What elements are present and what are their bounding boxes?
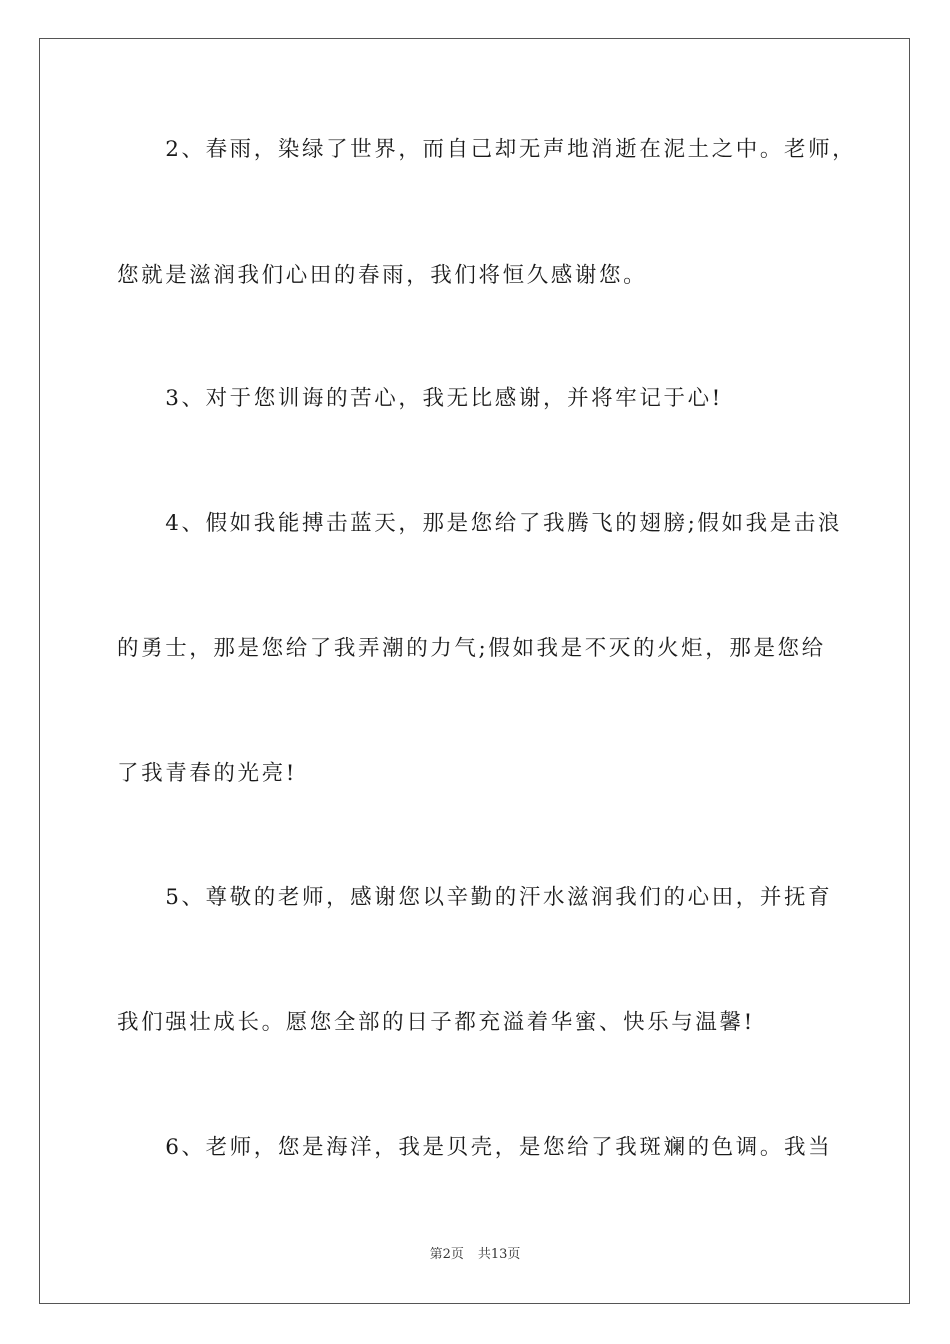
text-line: 我们强壮成长。愿您全部的日子都充溢着华蜜、快乐与温馨! (117, 1010, 755, 1035)
text-line: 的勇士，那是您给了我弄潮的力气;假如我是不灭的火炬，那是您给 (117, 636, 826, 661)
page-number: 第2页 (429, 1247, 464, 1262)
text-line: 6、老师，您是海洋，我是贝壳，是您给了我斑斓的色调。我当 (117, 1135, 833, 1160)
page-total: 共13页 (477, 1247, 521, 1262)
text-line: 了我青春的光亮! (117, 761, 297, 786)
text-line: 2、春雨，染绿了世界，而自己却无声地消逝在泥土之中。老师， (117, 137, 857, 162)
page-footer (0, 1246, 950, 1264)
page-border (39, 38, 910, 1304)
text-line: 4、假如我能搏击蓝天，那是您给了我腾飞的翅膀;假如我是击浪 (117, 511, 843, 536)
text-line: 5、尊敬的老师，感谢您以辛勤的汗水滋润我们的心田，并抚育 (117, 885, 833, 910)
text-line: 您就是滋润我们心田的春雨，我们将恒久感谢您。 (117, 263, 648, 288)
text-line: 3、对于您训诲的苦心，我无比感谢，并将牢记于心! (117, 386, 723, 411)
